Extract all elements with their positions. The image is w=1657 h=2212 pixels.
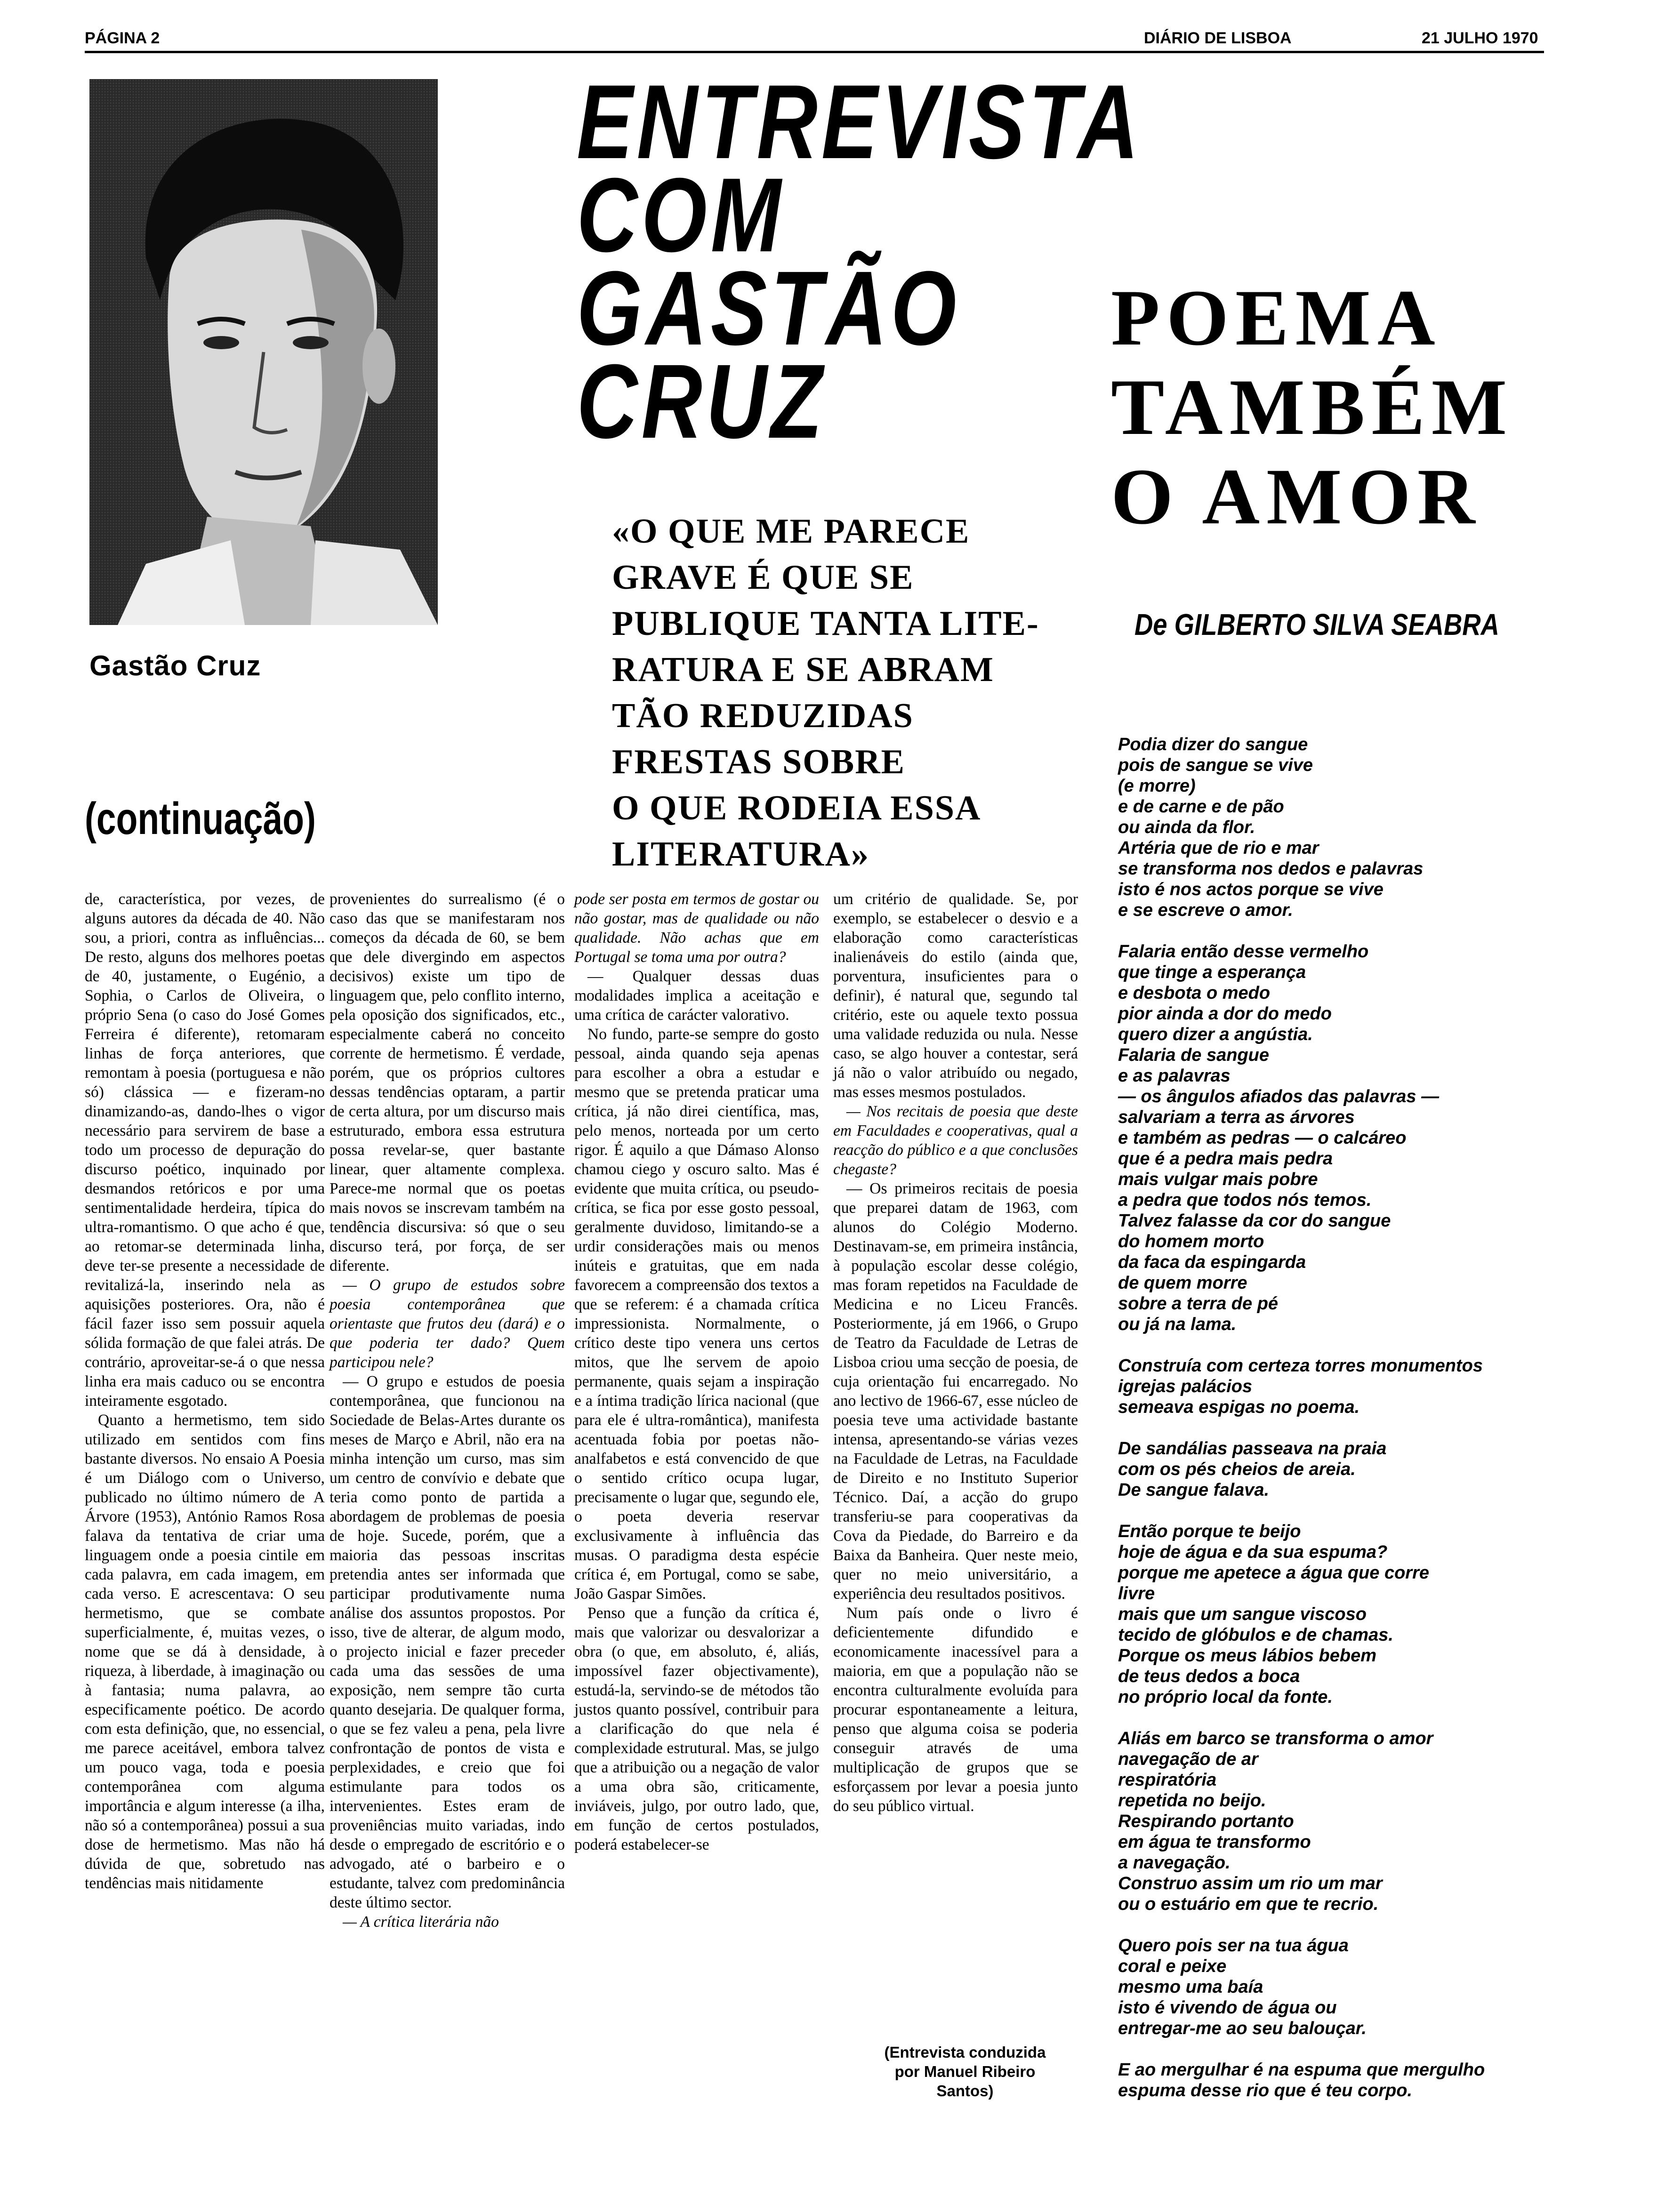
poem-line: a navegação.: [1118, 1853, 1231, 1873]
poem-line: ou ainda da flor.: [1118, 817, 1255, 837]
poem-stanza: [1118, 2060, 1551, 2101]
poem-line: porque me apetece a água que corre: [1118, 1563, 1430, 1583]
poem-line: ou o estuário em que te recrio.: [1118, 1894, 1379, 1914]
paragraph: — O grupo e estudos de poesia contemporânea, que funcionou na Sociedade de Belas-Artes durante os meses de Março e Abril, não era na minha intenção um curso, mas sim um centro de convívio e debate que teria como ponto de partida a abordagem de problemas de poesia de hoje. Sucede, porém, que a maioria das pessoas inscritas pretendia antes ser informada que participar produtivamente numa análise dos assuntos propostos. Por isso, tive de alterar, de algum modo, o projecto inicial e fazer preceder cada uma das sessões de uma exposição, nem sempre tão curta quanto desejaria. De qualquer forma, o que se fez valeu a pena, pela livre confrontação de pontos de vista e perplexidades, e creio que foi estimulante para todos os intervenientes. Estes eram de proveniências muito variadas, indo desde o empregado de escritório e o advogado, até o barbeiro e o estudante, talvez com predominância deste último sector.: [330, 1373, 565, 1911]
poem-title-line: TAMBÉM: [1111, 363, 1514, 451]
poem-stanza: [1118, 1728, 1551, 1915]
poem-line: De sangue falava.: [1118, 1480, 1270, 1500]
pull-quote-line: FRESTAS SOBRE: [612, 743, 905, 781]
poem-line: entregar-me ao seu balouçar.: [1118, 2019, 1367, 2038]
poem-line: quero dizer a angústia.: [1118, 1025, 1313, 1044]
issue-date: 21 JULHO 1970: [1422, 29, 1538, 47]
poem-line: isto é vivendo de água ou: [1118, 1998, 1337, 2018]
question-paragraph: pode ser posta em termos de gostar ou não gostar, mas de qualidade ou não qualidade. Não achas que em Portugal se toma uma por outra?: [574, 890, 819, 966]
question-paragraph: — A crítica literária não: [343, 1913, 499, 1931]
poem-stanza: [1118, 941, 1551, 1335]
poem-line: pois de sangue se vive: [1118, 755, 1313, 775]
pull-quote: [612, 508, 1073, 877]
signature-line: por Manuel Ribeiro: [894, 2063, 1036, 2080]
poem-line: de teus dedos a boca: [1118, 1667, 1300, 1686]
poem-line: Construo assim um rio um mar: [1118, 1874, 1383, 1893]
poem-line: E ao mergulhar é na espuma que mergulho: [1118, 2060, 1485, 2080]
poem-line: hoje de água e da sua espuma?: [1118, 1542, 1388, 1562]
poem-stanza: [1118, 1355, 1551, 1418]
paragraph: Penso que a função da crítica é, mais que valorizar ou desvalorizar a obra (o que, em absoluto, é, aliás, impossível fazer objectivamente), estudá-la, servindo-se de métodos tão justos quanto possível, contribuir para a clarificação do que nela é complexidade estrutural. Mas, se julgo que a atribuição ou a negação de valor a uma obra são, criticamente, inviáveis, julgo, por outro lado, que, em função de certos postulados, poderá estabelecer-se: [574, 1604, 819, 1853]
poem-line: coral e peixe: [1118, 1956, 1227, 1976]
paragraph: Quanto a hermetismo, tem sido utilizado em sentidos com fins bastante diversos. No ensaio A Poesia é um Diálogo com o Universo, publicado no último número de A Árvore (1953), António Ramos Rosa falava da tentativa de criar uma linguagem onde a poesia cintile em cada palavra, em cada imagem, em cada verso. E acrescentava: O seu hermetismo, que se combate superficialmente, é, muitas vezes, o nome que se dá à densidade, à riqueza, à liberdade, à imaginação ou à fantasia; numa palavra, ao especificamente poético. De acordo com esta definição, que, no essencial, me parece aceitável, embora talvez um pouco vaga, toda e poesia contemporânea com alguma importância e algum interesse (a ilha, não só a contemporânea) possui a sua dose de hermetismo. Mas não há dúvida de que, sobretudo nas tendências mais nitidamente: [85, 1411, 325, 1892]
poem-line: que tinge a esperança: [1118, 962, 1306, 982]
poem-line: semeava espigas no poema.: [1118, 1397, 1360, 1417]
poem-stanza: [1118, 1521, 1551, 1707]
pull-quote-line: O QUE RODEIA ESSA: [612, 789, 981, 827]
poem-line: e as palavras: [1118, 1066, 1231, 1086]
paragraph: um critério de qualidade. Se, por exemplo, se estabelecer o desvio e a elaboração como características inalienáveis do estilo (ainda que, porventura, insuficientes para o definir), é natural que, segundo tal critério, este ou aquele texto possua uma validade reduzida ou nula. Nesse caso, se algo houver a contestar, será já não o valor atribuído ou negado, mas esses mesmos postulados.: [833, 890, 1078, 1101]
poem-line: e também as pedras — o calcáreo: [1118, 1128, 1407, 1148]
poem-line: Artéria que de rio e mar: [1118, 838, 1319, 858]
poem-line: de quem morre: [1118, 1273, 1247, 1293]
poem-line: e desbota o medo: [1118, 983, 1271, 1003]
poem-stanza: [1118, 734, 1551, 921]
poem-line: salvariam a terra as árvores: [1118, 1107, 1355, 1127]
poem-line: Então porque te beijo: [1118, 1522, 1301, 1541]
question-paragraph: — O grupo de estudos sobre poesia contemporânea que orientaste que frutos deu (dará) e o que poderia ter dado? Quem participou nele?: [330, 1276, 565, 1371]
signature-line: (Entrevista conduzida: [884, 2044, 1046, 2061]
poem-line: se transforma nos dedos e palavras: [1118, 859, 1424, 879]
paragraph: No fundo, parte-se sempre do gosto pessoal, ainda quando seja apenas para escolher a obra a estudar e mesmo que se pretenda praticar uma crítica, já não direi científica, mas, pelo menos, norteada por um certo rigor. É aquilo a que Dámaso Alonso chamou ciego y oscuro salto. Mas é evidente que muita crítica, ou pseudo-crítica, se fica por esse gosto pessoal, geralmente duvidoso, limitando-se a urdir considerações mais ou menos inúteis e gratuitas, que em nada favorecem a compreensão dos textos a que se referem: é a chamada crítica impressionista. Normalmente, o crítico deste tipo venera uns certos mitos, que lhe servem de apoio permanente, quais sejam a inspiração e a íntima tradição lírica nacional (que para ele é ultra-romântica), manifesta acentuada fobia por poetas não-analfabetos e está convencido de que o sentido crítico ocupa lugar, precisamente o lugar que, segundo ele, o poeta deveria reservar exclusivamente à influência das musas. O paradigma desta espécie crítica é, em Portugal, como se sabe, João Gaspar Simões.: [574, 1026, 819, 1603]
interview-signature: [857, 2043, 1073, 2100]
poem-line: ou já na lama.: [1118, 1314, 1237, 1334]
header-rule: [85, 51, 1544, 53]
poem-line: e de carne e de pão: [1118, 797, 1284, 817]
poem-line: Podia dizer do sangue: [1118, 735, 1308, 754]
poem-line: da faca da espingarda: [1118, 1252, 1306, 1272]
page-number: PÁGINA 2: [85, 29, 160, 47]
headline: [577, 63, 1142, 460]
paragraph: de, característica, por vezes, de alguns autores da década de 40. Não sou, a priori, contra as influências... De resto, alguns dos melhores poetas de 40, justamente, o Eugénio, a Sophia, o Carlos de Oliveira, o próprio Sena (o caso do José Gomes Ferreira é diferente), retomaram linhas de força anteriores, que remontam à poesia (portuguesa e não só) clássica — e fizeram-no dinamizando-as, dando-lhes o vigor necessário para servirem de base a todo um processo de depuração do discurso poético, inquinado por desmandos retóricos e por uma sentimentalidade herdeira, típica do ultra-romantismo. O que acho é que, ao retomar-se determinada linha, deve ter-se presente a necessidade de revitalizá-la, inserindo nela as aquisições posteriores. Ora, não é fácil fazer isso sem possuir aquela sólida formação de que falei atrás. De contrário, aproveitar-se-á o que nessa linha era mais caduco ou se encontra inteiramente esgotado.: [85, 890, 325, 1410]
pull-quote-line: GRAVE É QUE SE: [612, 558, 914, 597]
paragraph: provenientes do surrealismo (é o caso das que se manifestaram nos começos da década de 60, se bem que dele divergindo em aspectos decisivos) existe um tipo de linguagem que, pelo conflito interno, pela oposição dos significados, etc., especialmente caberá no conceito corrente de hermetismo. É verdade, porém, que os próprios cultores dessas tendências optaram, a partir de certa altura, por um discurso mais estruturado, embora essa estrutura possa revelar-se, quer bastante linear, quer altamente complexa. Parece-me normal que os poetas mais novos se inscrevam também na tendência discursiva: só que o seu discurso terá, por força, de ser diferente.: [330, 890, 565, 1274]
poem-line: e se escreve o amor.: [1118, 900, 1293, 920]
headline-line: ENTREVISTA: [577, 63, 1142, 181]
photo-caption: Gastão Cruz: [89, 650, 261, 681]
poem-line: do homem morto: [1118, 1232, 1264, 1251]
signature-line: Santos): [936, 2082, 994, 2100]
poem-line: igrejas palácios: [1118, 1377, 1253, 1396]
poem-title-line: POEMA: [1111, 273, 1442, 362]
pull-quote-line: «O QUE ME PARECE: [612, 512, 970, 551]
poem-line: a pedra que todos nós temos.: [1118, 1190, 1372, 1210]
poem-line: com os pés cheios de areia.: [1118, 1459, 1356, 1479]
paragraph: — Os primeiros recitais de poesia que preparei datam de 1963, com alunos do Colégio Moderno. Destinavam-se, em primeira instância, à população escolar desse colégio, mas foram repetidos na Faculdade de Medicina e no Liceu Francês. Posteriormente, já em 1966, o Grupo de Teatro da Faculdade de Letras de Lisboa criou uma secção de poesia, de cuja orientação fui encarregado. No ano lectivo de 1966-67, esse núcleo de poesia teve uma actividade bastante intensa, apresentando-se várias vezes na Faculdade de Letras, na Faculdade de Direito e no Instituto Superior Técnico. Daí, a acção do grupo transferiu-se para cooperativas da Cova da Piedade, do Barreiro e da Baixa da Banheira. Quer neste meio, quer no meio universitário, a experiência deu resultados positivos.: [833, 1180, 1078, 1603]
poem-line: no próprio local da fonte.: [1118, 1687, 1333, 1707]
poem-line: mais que um sangue viscoso: [1118, 1604, 1367, 1624]
poem-line: mais vulgar mais pobre: [1118, 1170, 1318, 1189]
pull-quote-line: TÃO REDUZIDAS: [612, 697, 914, 735]
interview-column-3: [574, 890, 819, 1854]
poem-line: respiratória: [1118, 1770, 1217, 1790]
poem-line: livre: [1118, 1584, 1155, 1603]
poem-stanza: [1118, 1935, 1551, 2039]
poem-title-line: O AMOR: [1111, 452, 1482, 541]
headline-line: COM: [577, 156, 785, 274]
poem-line: De sandálias passeava na praia: [1118, 1439, 1387, 1459]
interview-column-1: [85, 890, 325, 1893]
paragraph: — Qualquer dessas duas modalidades implica a aceitação e uma crítica de carácter valorativo.: [574, 968, 819, 1024]
poem-body: [1118, 734, 1551, 2122]
headline-line: GASTÃO: [577, 249, 960, 367]
continuation-label: (continuação): [85, 793, 316, 844]
poem-line: (e morre): [1118, 776, 1196, 796]
portrait-photo: [89, 79, 438, 625]
poem-line: Falaria então desse vermelho: [1118, 942, 1369, 962]
poem-line: que é a pedra mais pedra: [1118, 1149, 1333, 1169]
pull-quote-line: RATURA E SE ABRAM: [612, 650, 994, 689]
poem-line: Porque os meus lábios bebem: [1118, 1646, 1377, 1666]
poem-line: Talvez falasse da cor do sangue: [1118, 1211, 1391, 1231]
paragraph: Num país onde o livro é deficientemente difundido e economicamente inacessível para a maioria, em que a população não se encontra culturalmente evoluída para procurar espontaneamente a leitura, penso que alguma coisa se poderia conseguir através de uma multiplicação de grupos que se esforçassem por levar a poesia junto do seu público virtual.: [833, 1604, 1078, 1815]
poem-byline: De GILBERTO SILVA SEABRA: [1134, 608, 1499, 641]
newspaper-name: DIÁRIO DE LISBOA: [1144, 29, 1292, 47]
poem-line: Aliás em barco se transforma o amor: [1118, 1729, 1433, 1748]
poem-line: Falaria de sangue: [1118, 1045, 1270, 1065]
poem-line: em água te transformo: [1118, 1832, 1311, 1852]
poem-line: repetida no beijo.: [1118, 1791, 1266, 1811]
poem-title: [1111, 273, 1513, 541]
poem-line: Quero pois ser na tua água: [1118, 1936, 1349, 1956]
interview-column-2: [330, 890, 565, 1931]
pull-quote-line: PUBLIQUE TANTA LITE-: [612, 604, 1039, 643]
poem-line: isto é nos actos porque se vive: [1118, 880, 1384, 899]
poem-line: navegação de ar: [1118, 1749, 1258, 1769]
poem-line: espuma desse rio que é teu corpo.: [1118, 2081, 1413, 2100]
question-paragraph: — Nos recitais de poesia que deste em Faculdades e cooperativas, qual a reacção do público e a que conclusões chegaste?: [833, 1103, 1078, 1178]
poem-line: — os ângulos afiados das palavras —: [1118, 1087, 1440, 1106]
poem-line: tecido de glóbulos e de chamas.: [1118, 1625, 1393, 1645]
headline-line: CRUZ: [577, 343, 826, 460]
pull-quote-line: LITERATURA»: [612, 835, 869, 874]
poem-line: sobre a terra de pé: [1118, 1294, 1279, 1314]
poem-stanza: [1118, 1438, 1551, 1500]
poem-line: mesmo uma baía: [1118, 1977, 1263, 1997]
poem-line: Construía com certeza torres monumentos: [1118, 1356, 1483, 1376]
interview-column-4: [833, 890, 1078, 1816]
poem-line: pior ainda a dor do medo: [1118, 1004, 1332, 1024]
poem-line: Respirando portanto: [1118, 1811, 1294, 1831]
